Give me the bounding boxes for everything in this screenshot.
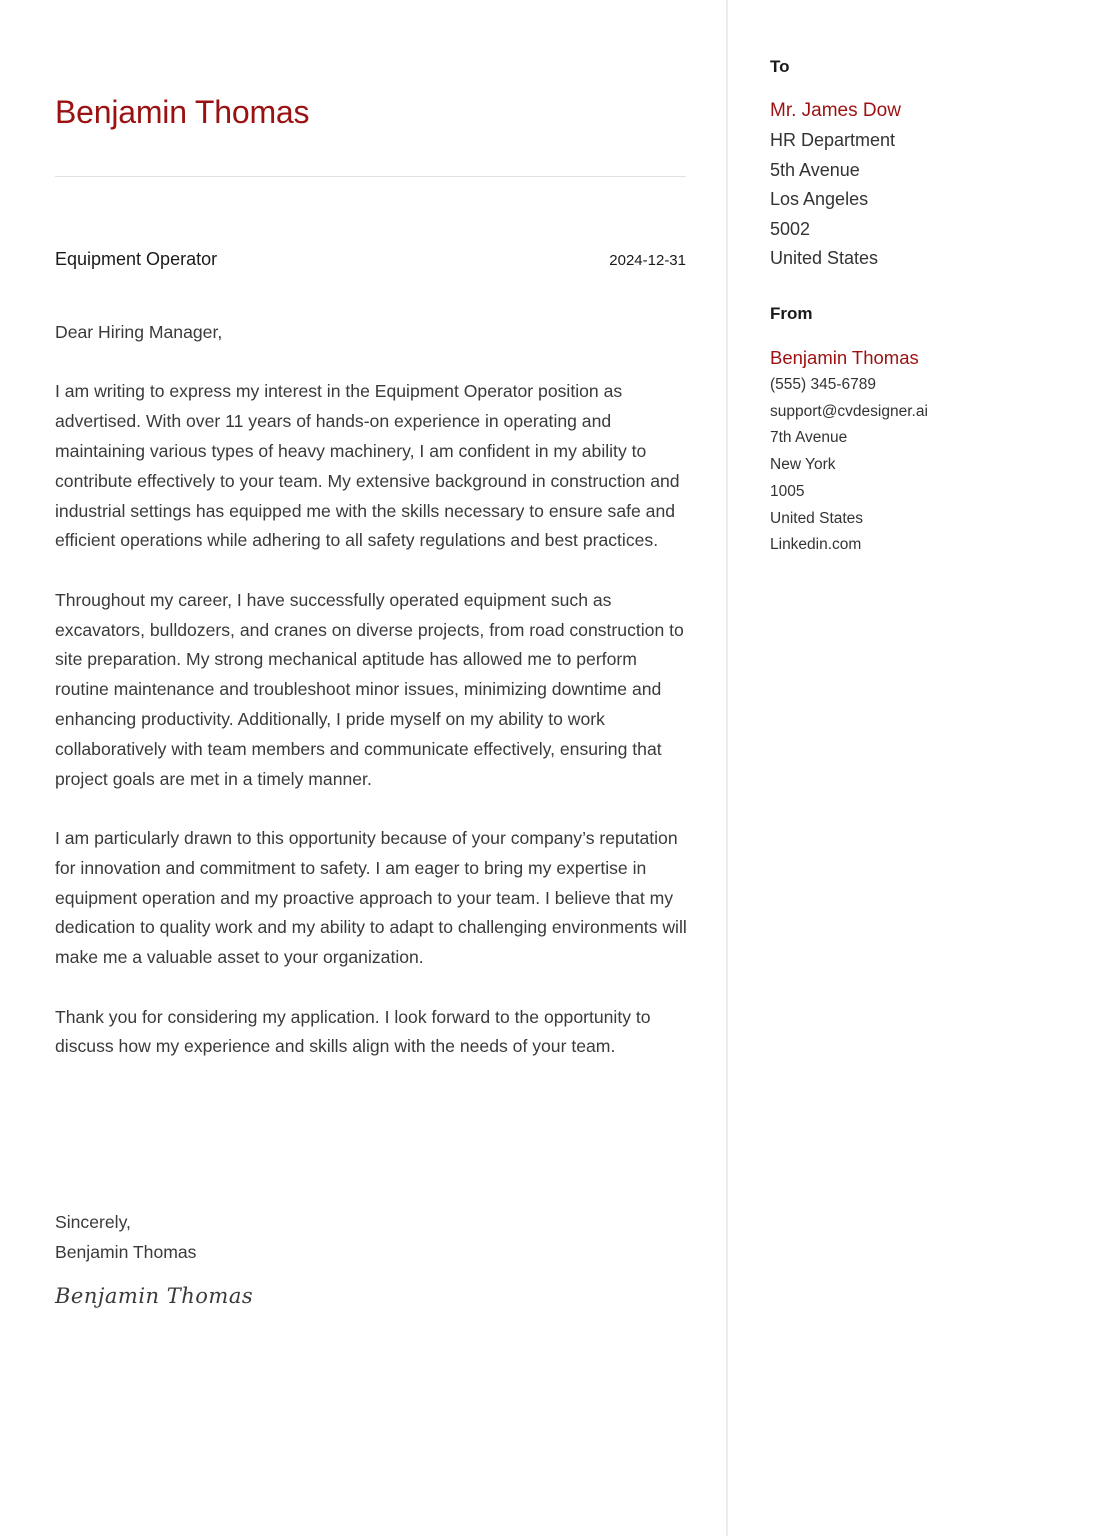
sender-postal-code: 1005 <box>770 482 805 500</box>
recipient-name: Mr. James Dow <box>770 100 901 121</box>
letter-paragraph: I am writing to express my interest in the Equipment Operator position as advertised. With over 11 years of hands-on experience in operating and maintaining various types of heavy machinery, I am confident in my ability to contribute effectively to your team. My extensive background in construction and industrial settings has equipped me with the skills necessary to ensure safe and efficient operations while adhering to all safety regulations and best practices. <box>55 381 680 551</box>
recipient-city: Los Angeles <box>770 189 869 210</box>
recipient-department: HR Department <box>770 130 896 150</box>
closing-name: Benjamin Thomas <box>55 1242 197 1262</box>
letter-date: 2024-12-31 <box>609 252 686 269</box>
sender-name: Benjamin Thomas <box>770 347 919 368</box>
header-divider <box>55 176 686 177</box>
letter-paragraph: Thank you for considering my application. I look forward to the opportunity to discuss how my experience and skills align with the needs of your team. <box>55 1006 651 1057</box>
sender-block <box>770 304 928 559</box>
sender-city: New York <box>770 456 836 474</box>
recipient-label: To <box>770 57 790 76</box>
applicant-name: Benjamin Thomas <box>55 94 310 130</box>
sender-street: 7th Avenue <box>770 429 848 447</box>
sender-country: United States <box>770 509 864 527</box>
column-divider <box>726 0 728 1536</box>
salutation: Dear Hiring Manager, <box>55 322 223 342</box>
sender-email: support@cvdesigner.ai <box>770 402 928 420</box>
letter-paragraph: Throughout my career, I have successfully operated equipment such as excavators, bulldozers, and cranes on diverse projects, from road construction to site preparation. My strong mechanical aptitude has allowed me to perform routine maintenance and troubleshoot minor issues, minimizing downtime and enhancing productivity. Additionally, I pride myself on my ability to work collaboratively with team members and communicate effectively, ensuring that project goals are met in a timely manner. <box>55 589 684 789</box>
job-title-row <box>55 249 686 270</box>
sender-label: From <box>770 304 813 323</box>
recipient-country: United States <box>770 248 879 269</box>
letter-body <box>55 318 695 1092</box>
recipient-street: 5th Avenue <box>770 159 860 180</box>
handwritten-signature: Benjamin Thomas <box>55 1284 254 1308</box>
sender-phone: (555) 345-6789 <box>770 376 876 393</box>
recipient-block <box>770 57 901 274</box>
letter-closing <box>55 1207 196 1267</box>
sender-linkedin: Linkedin.com <box>770 536 862 554</box>
letter-paragraph: I am particularly drawn to this opportunity because of your company’s reputation for innovation and commitment to safety. I am eager to bring my expertise in equipment operation and my proactive approach to your team. I believe that my dedication to quality work and my ability to adapt to challenging environments will make me a valuable asset to your organization. <box>55 827 687 968</box>
closing-phrase: Sincerely, <box>55 1212 131 1232</box>
recipient-postal-code: 5002 <box>770 218 811 239</box>
job-title: Equipment Operator <box>55 249 218 269</box>
